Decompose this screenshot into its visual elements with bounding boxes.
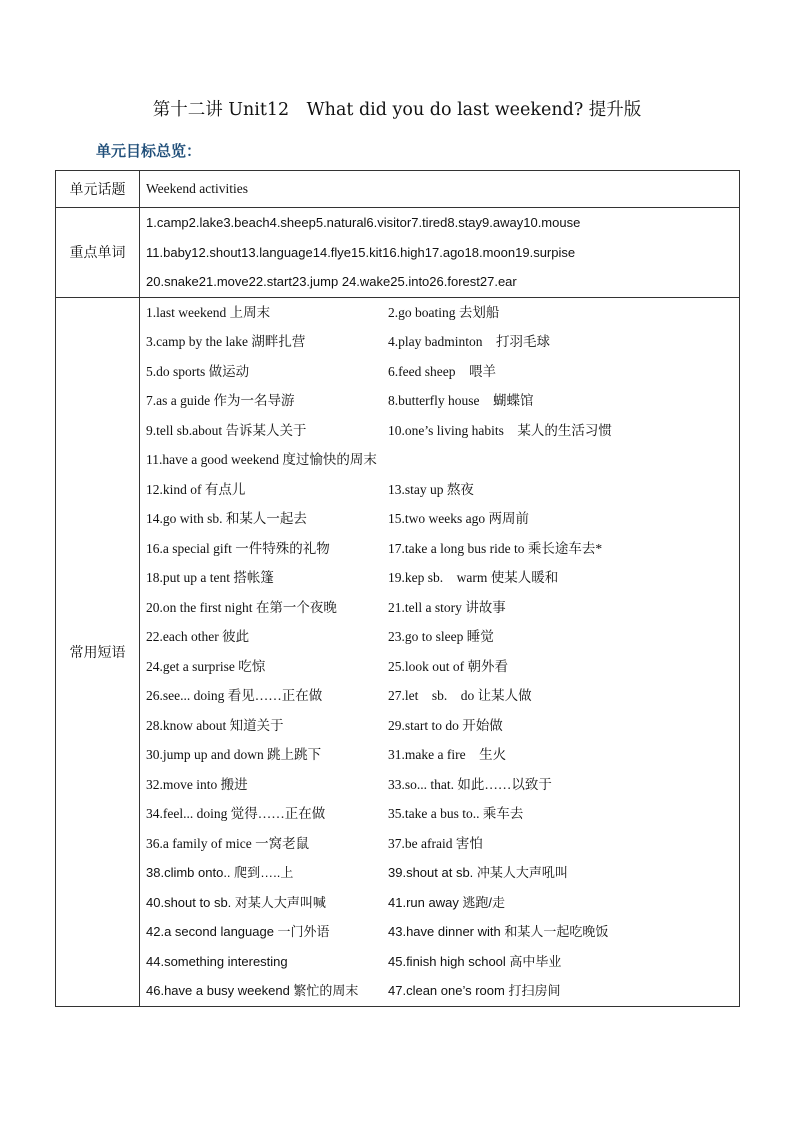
phrase-item: 15.two weeks ago 两周前	[388, 511, 529, 526]
phrase-line	[146, 888, 739, 918]
phrase-line	[146, 799, 739, 829]
phrase-item: 5.do sports 做运动	[146, 363, 250, 379]
phrase-line	[146, 740, 739, 770]
phrase-line	[146, 770, 739, 800]
phrase-item: 40.shout to sb. 对某人大声叫喊	[146, 894, 326, 910]
phrase-item: 7.as a guide 作为一名导游	[146, 393, 295, 408]
phrase-item: 28.know about 知道关于	[146, 717, 284, 733]
phrase-line	[146, 386, 739, 416]
phrase-line	[146, 445, 739, 475]
phrase-line	[146, 711, 739, 741]
phrase-item: 33.so... that. 如此……以致于	[388, 776, 552, 792]
phrase-item: 47.clean one’s room 打扫房间	[388, 983, 561, 998]
phrase-item: 34.feel... doing 觉得……正在做	[146, 806, 326, 821]
phrase-item: 44.something interesting	[146, 953, 288, 969]
phrase-item: 20.on the first night 在第一个夜晚	[146, 599, 337, 615]
phrase-item: 32.move into 搬进	[146, 776, 248, 792]
phrase-item: 37.be afraid 害怕	[388, 835, 483, 851]
phrase-item: 21.tell a story 讲故事	[388, 599, 506, 615]
topic-row	[56, 171, 740, 208]
words-label: 重点单词	[56, 208, 140, 298]
phrase-item: 36.a family of mice 一窝老鼠	[146, 835, 310, 851]
phrase-item: 11.have a good weekend 度过愉快的周末	[146, 452, 377, 467]
phrase-item: 4.play badminton 打羽毛球	[388, 334, 550, 349]
topic-label: 单元话题	[56, 171, 140, 208]
unit-overview-table	[55, 170, 740, 1007]
section-subtitle: 单元目标总览：	[96, 142, 202, 160]
phrase-item: 17.take a long bus ride to 乘长途车去*	[388, 540, 603, 556]
phrase-item: 10.one’s living habits 某人的生活习惯	[388, 422, 612, 438]
phrase-line	[146, 534, 739, 564]
words-cell	[140, 208, 740, 298]
phrase-item: 46.have a busy weekend 繁忙的周末	[146, 983, 359, 998]
phrase-item: 25.look out of 朝外看	[388, 658, 508, 674]
phrase-line	[146, 593, 739, 623]
phrase-line	[146, 475, 739, 505]
phrase-line	[146, 327, 739, 357]
phrase-item: 38.climb onto.. 爬到…..上	[146, 865, 294, 880]
phrase-item: 6.feed sheep 喂羊	[388, 363, 496, 379]
phrase-line	[146, 917, 739, 947]
phrase-line	[146, 829, 739, 859]
words-line: 1.camp2.lake3.beach4.sheep5.natural6.visitor7.tired8.stay9.away10.mouse	[146, 215, 581, 230]
phrase-item: 45.finish high school 高中毕业	[388, 953, 562, 969]
phrase-line	[146, 622, 739, 652]
words-line: 11.baby12.shout13.language14.flye15.kit16.high17.ago18.moon19.surpise	[146, 244, 576, 260]
phrase-line	[146, 357, 739, 387]
phrase-item: 39.shout at sb. 冲某人大声吼叫	[388, 865, 568, 880]
phrase-item: 3.camp by the lake 湖畔扎营	[146, 334, 306, 349]
phrase-item: 42.a second language 一门外语	[146, 924, 330, 939]
phrase-item: 2.go boating 去划船	[388, 304, 500, 320]
phrase-item: 22.each other 彼此	[146, 629, 250, 644]
phrase-item: 31.make a fire 生火	[388, 747, 507, 762]
phrase-line	[146, 681, 739, 711]
phrase-item: 23.go to sleep 睡觉	[388, 629, 494, 644]
phrase-item: 26.see... doing 看见……正在做	[146, 688, 323, 703]
phrase-line	[146, 416, 739, 446]
phrase-item: 1.last weekend 上周末	[146, 304, 271, 320]
phrase-item: 13.stay up 熬夜	[388, 481, 474, 497]
phrase-item: 43.have dinner with 和某人一起吃晚饭	[388, 924, 609, 939]
phrase-item: 8.butterfly house 蝴蝶馆	[388, 393, 534, 408]
phrases-label: 常用短语	[56, 297, 140, 1006]
phrase-item: 19.kep sb. warm 使某人暖和	[388, 570, 559, 585]
phrase-item: 30.jump up and down 跳上跳下	[146, 747, 322, 762]
phrase-line	[146, 563, 739, 593]
phrases-cell	[140, 297, 740, 1006]
phrase-item: 24.get a surprise 吃惊	[146, 658, 266, 674]
topic-value: Weekend activities	[140, 171, 740, 208]
phrase-line	[146, 858, 739, 888]
phrase-item: 27.let sb. do 让某人做	[388, 688, 532, 703]
phrase-line	[146, 298, 739, 328]
words-line: 20.snake21.move22.start23.jump 24.wake25.into26.forest27.ear	[146, 274, 517, 289]
page-title: 第十二讲 Unit12 What did you do last weekend? 提升版	[152, 100, 642, 120]
phrase-item: 14.go with sb. 和某人一起去	[146, 511, 307, 526]
phrase-item: 41.run away 逃跑/走	[388, 894, 506, 910]
phrase-item: 16.a special gift 一件特殊的礼物	[146, 540, 330, 556]
phrase-item: 9.tell sb.about 告诉某人关于	[146, 422, 307, 438]
phrase-line	[146, 504, 739, 534]
phrase-line	[146, 652, 739, 682]
phrases-row	[56, 297, 740, 1006]
phrase-item: 18.put up a tent 搭帐篷	[146, 570, 274, 585]
words-row	[56, 208, 740, 298]
phrase-item: 35.take a bus to.. 乘车去	[388, 806, 524, 821]
phrase-item: 12.kind of 有点儿	[146, 481, 246, 497]
phrase-item: 29.start to do 开始做	[388, 717, 503, 733]
phrase-line	[146, 947, 739, 977]
phrase-line	[146, 976, 739, 1006]
